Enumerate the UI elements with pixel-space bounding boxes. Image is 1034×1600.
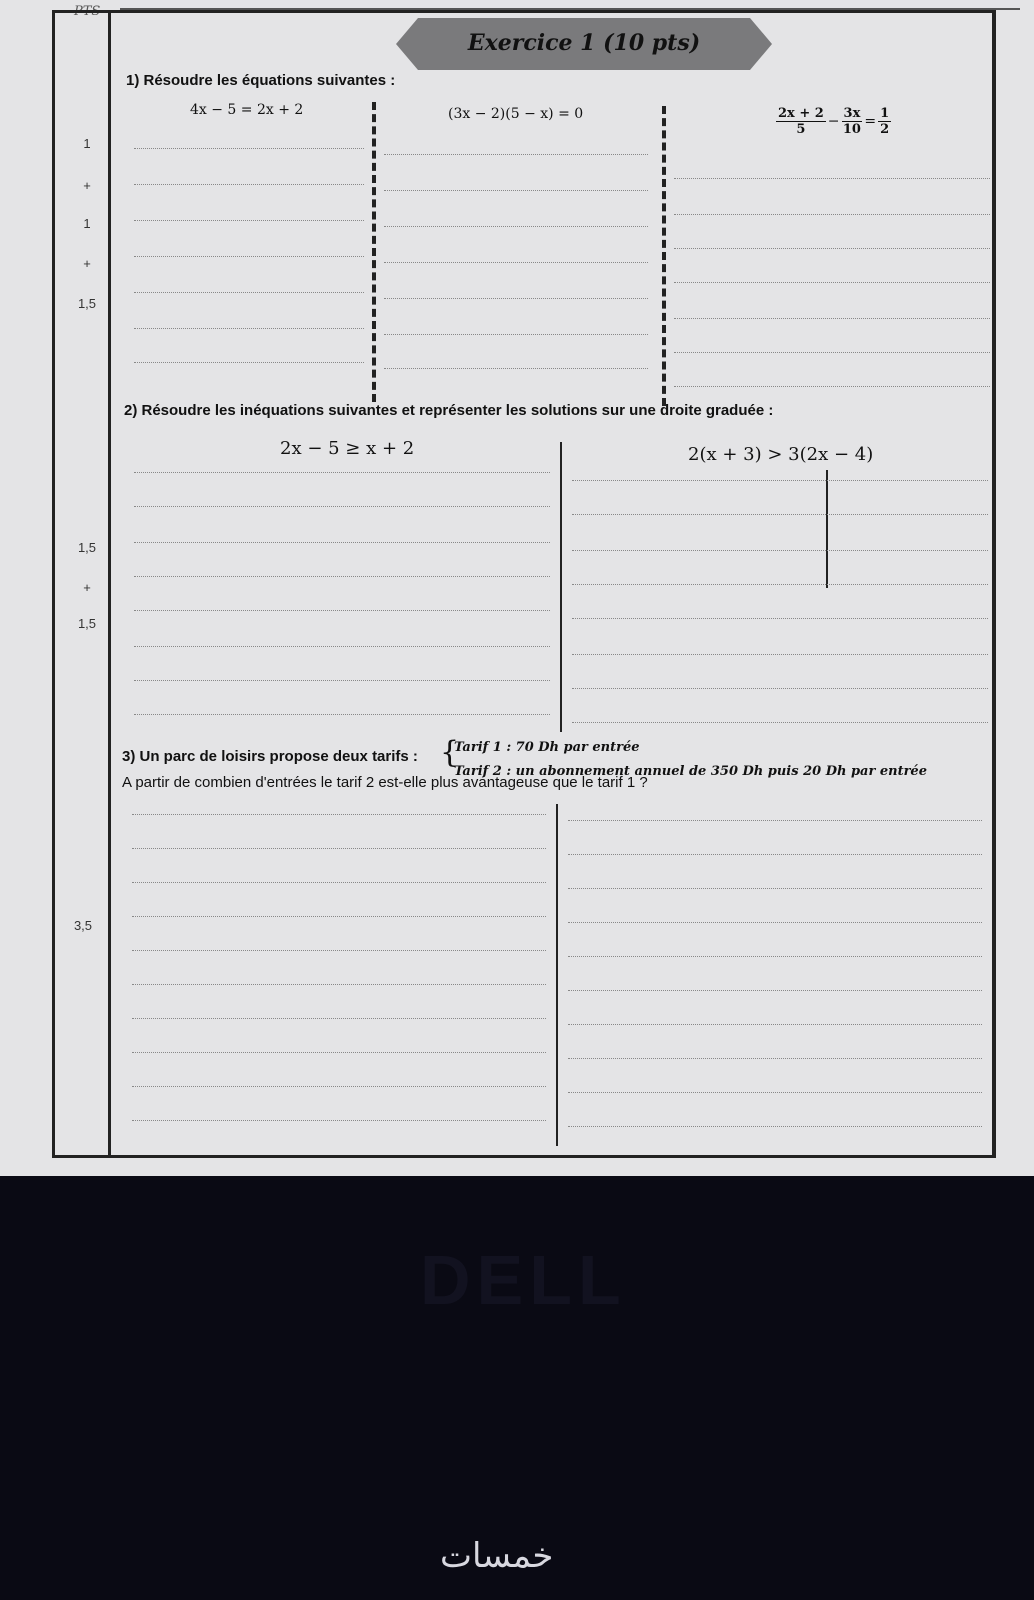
q2-label: 2) Résoudre les inéquations suivantes et représenter les solutions sur une droite graduée : (124, 402, 774, 419)
frac-1-num: 2x + 2 (778, 106, 824, 121)
answer-line (134, 714, 550, 715)
answer-line (134, 292, 364, 293)
q3-separator (556, 804, 558, 1146)
tarif-2: Tarif 2 : un abonnement annuel de 350 Dh puis 20 Dh par entrée (454, 764, 927, 779)
answer-line (572, 722, 988, 723)
answer-line (568, 990, 982, 991)
answer-line (134, 506, 550, 507)
q3-label: 3) Un parc de loisirs propose deux tarifs : (122, 748, 418, 765)
answer-line (572, 618, 988, 619)
answer-line (132, 1086, 546, 1087)
q2-separator (560, 442, 562, 732)
answer-line (568, 888, 982, 889)
answer-line (132, 916, 546, 917)
score-2a: 1,5 (77, 540, 97, 555)
answer-line (568, 956, 982, 957)
answer-line (384, 190, 648, 191)
q1-equation-a: 4x − 5 = 2x + 2 (190, 102, 304, 118)
q1-equation-c (774, 106, 893, 137)
score-2b: 1,5 (77, 616, 97, 631)
top-border (120, 0, 1020, 10)
score-plus-1: + (83, 178, 91, 193)
answer-line (674, 248, 990, 249)
answer-line (674, 352, 990, 353)
answer-line (572, 514, 988, 515)
answer-line (134, 220, 364, 221)
answer-line (572, 584, 988, 585)
watermark: خمسات (440, 1536, 554, 1576)
tarif-1: Tarif 1 : 70 Dh par entrée (454, 740, 640, 755)
q2-separator-short (826, 470, 828, 588)
answer-line (384, 262, 648, 263)
answer-line (674, 282, 990, 283)
q2-inequation-b: 2(x + 3) > 3(2x − 4) (688, 444, 874, 465)
answer-line (568, 922, 982, 923)
score-1c: 1,5 (77, 296, 97, 311)
score-plus-3: + (83, 580, 91, 595)
answer-line (384, 154, 648, 155)
q1-separator-2 (662, 106, 666, 406)
frac-1-den: 5 (796, 122, 806, 137)
answer-line (132, 814, 546, 815)
answer-line (134, 148, 364, 149)
answer-line (572, 550, 988, 551)
answer-line (568, 1126, 982, 1127)
exercise-title-banner (396, 18, 772, 70)
q1-equation-b: (3x − 2)(5 − x) = 0 (448, 106, 584, 122)
answer-line (568, 820, 982, 821)
answer-line (568, 854, 982, 855)
frac-2-num: 3x (843, 106, 861, 121)
q3-question: A partir de combien d'entrées le tarif 2 est-elle plus avantageuse que le tarif 1 ? (122, 774, 648, 791)
q1-label: 1) Résoudre les équations suivantes : (126, 72, 396, 89)
answer-line (568, 1092, 982, 1093)
q1-separator-1 (372, 102, 376, 402)
exercise-title: Exercice 1 (10 pts) (467, 30, 701, 56)
answer-line (572, 480, 988, 481)
answer-line (134, 542, 550, 543)
answer-line (384, 226, 648, 227)
score-1a: 1 (83, 136, 91, 151)
answer-line (572, 688, 988, 689)
answer-line (674, 386, 990, 387)
answer-line (384, 298, 648, 299)
corner-mark: PTS (74, 4, 101, 19)
answer-line (132, 984, 546, 985)
answer-line (132, 1052, 546, 1053)
tarif-brace: { (440, 735, 460, 770)
answer-line (674, 214, 990, 215)
minus-sign: − (827, 113, 840, 130)
answer-line (572, 654, 988, 655)
answer-line (134, 328, 364, 329)
monitor-logo: DELL (420, 1241, 627, 1319)
answer-line (132, 848, 546, 849)
frac-3-den: 2 (880, 122, 890, 137)
score-3: 3,5 (73, 918, 93, 933)
frac-3-num: 1 (880, 106, 890, 121)
score-plus-2: + (83, 256, 91, 271)
score-1b: 1 (83, 216, 91, 231)
equals-sign: = (864, 113, 877, 130)
answer-line (384, 368, 648, 369)
answer-line (384, 334, 648, 335)
answer-line (134, 362, 364, 363)
answer-line (132, 1018, 546, 1019)
answer-line (132, 950, 546, 951)
answer-line (132, 1120, 546, 1121)
q2-inequation-a: 2x − 5 ≥ x + 2 (280, 438, 415, 459)
answer-line (134, 184, 364, 185)
answer-line (568, 1024, 982, 1025)
answer-line (134, 680, 550, 681)
answer-line (568, 1058, 982, 1059)
answer-line (132, 882, 546, 883)
answer-line (134, 576, 550, 577)
answer-line (134, 610, 550, 611)
answer-line (674, 318, 990, 319)
answer-line (134, 472, 550, 473)
answer-line (674, 178, 990, 179)
answer-line (134, 256, 364, 257)
answer-line (134, 646, 550, 647)
frac-2-den: 10 (842, 122, 861, 137)
